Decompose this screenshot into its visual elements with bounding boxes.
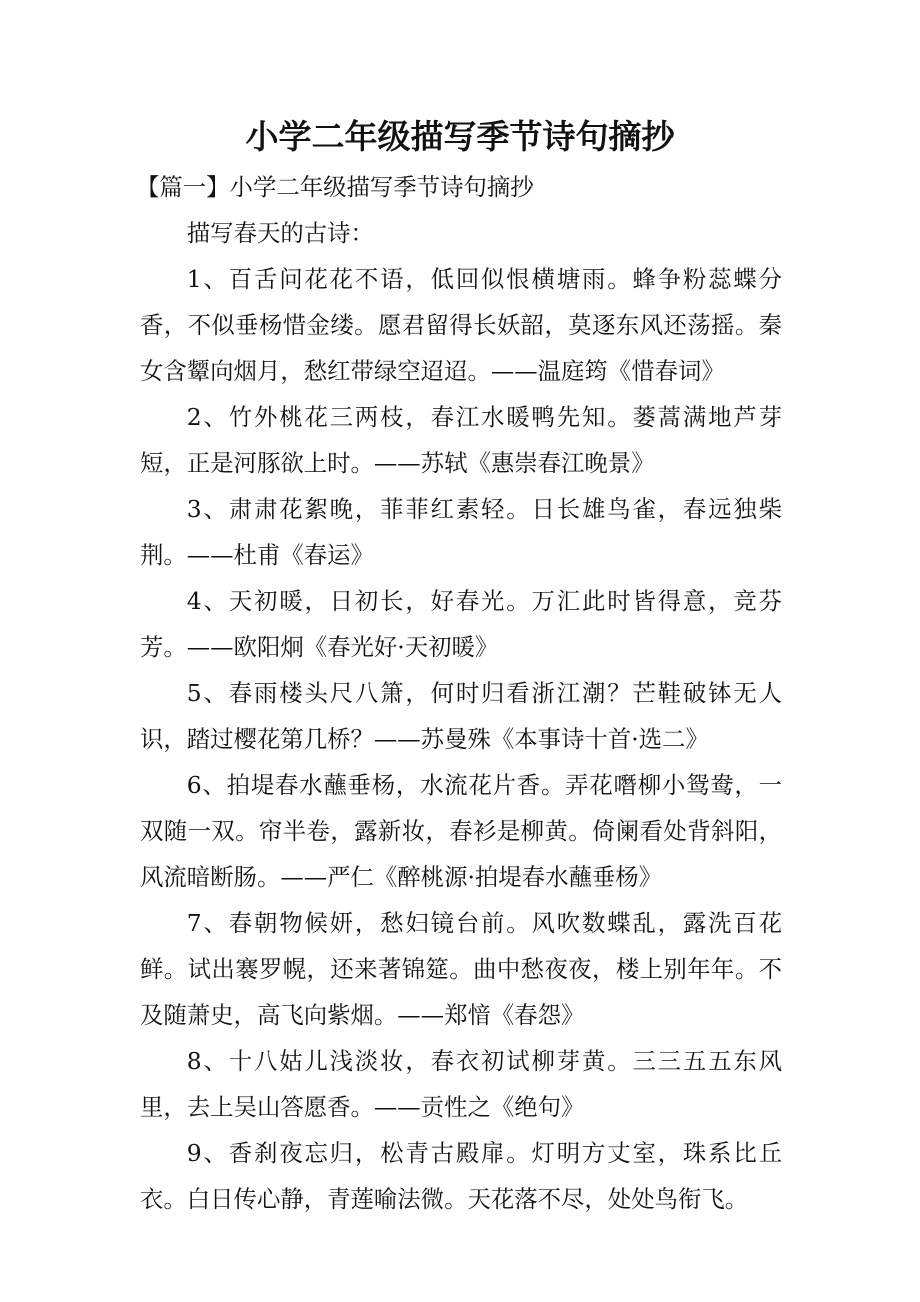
poem-paragraph: 5、春雨楼头尺八箫，何时归看浙江潮？芒鞋破钵无人识，踏过樱花第几桥？——苏曼殊《本事诗十首·选二》 (140, 679, 782, 753)
poem-paragraph: 7、春朝物候妍，愁妇镜台前。风吹数蝶乱，露洗百花鲜。试出褰罗幌，还来著锦筵。曲中愁夜夜，楼上别年年。不及随萧史，高飞向紫烟。——郑愔《春怨》 (140, 909, 782, 1029)
poem-paragraph: 8、十八姑儿浅淡妆，春衣初试柳芽黄。三三五五东风里，去上吴山答愿香。——贡性之《绝句》 (140, 1047, 782, 1121)
poem-paragraph: 3、肃肃花絮晚，菲菲红素轻。日长雄鸟雀，春远独柴荆。——杜甫《春运》 (140, 495, 782, 569)
intro-line: 描写春天的古诗： (186, 219, 374, 247)
poem-paragraph: 1、百舌问花花不语，低回似恨横塘雨。蜂争粉蕊蝶分香，不似垂杨惜金缕。愿君留得长妖韶，莫逐东风还荡摇。秦女含颦向烟月，愁红带绿空迢迢。——温庭筠《惜春词》 (140, 265, 782, 385)
document-title: 小学二年级描写季节诗句摘抄 (245, 117, 675, 156)
section-heading: 【篇一】小学二年级描写季节诗句摘抄 (136, 173, 534, 201)
poem-paragraph: 2、竹外桃花三两枝，春江水暖鸭先知。蒌蒿满地芦芽短，正是河豚欲上时。——苏轼《惠崇春江晚景》 (140, 403, 782, 477)
poem-paragraph: 4、天初暖，日初长，好春光。万汇此时皆得意，竞芬芳。——欧阳炯《春光好·天初暖》 (140, 587, 782, 661)
poem-paragraph: 6、拍堤春水蘸垂杨，水流花片香。弄花噆柳小鸳鸯，一双随一双。帘半卷，露新妆，春衫是柳黄。倚阑看处背斜阳，风流暗断肠。——严仁《醉桃源·拍堤春水蘸垂杨》 (140, 771, 782, 891)
poem-paragraph: 9、香刹夜忘归，松青古殿扉。灯明方丈室，珠系比丘衣。白日传心静，青莲喻法微。天花落不尽，处处鸟衔飞。 (140, 1139, 782, 1213)
document-body (136, 164, 782, 1222)
